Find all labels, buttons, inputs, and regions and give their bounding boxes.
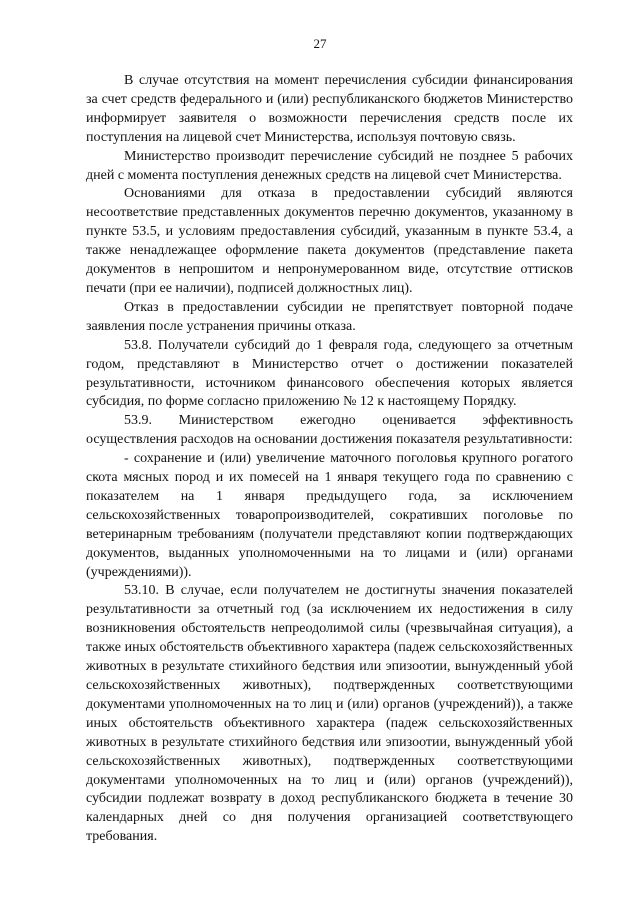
paragraph-53-9-efficiency: 53.9. Министерством ежегодно оценивается эффективность осуществления расходов на основании достижения показателя результативности: <box>86 413 573 448</box>
page-number: 27 <box>313 36 327 51</box>
paragraph-reapplication: Отказ в предоставлении субсидии не препятствует повторной подаче заявления после устранения причины отказа. <box>86 299 573 334</box>
paragraph-53-10-refund: 53.10. В случае, если получателем не достигнуты значения показателей результативности за отчетный год (за исключением их недостижения в силу возникновения обстоятельств непреодолимой силы (чрезвычайная ситуация), а также иных обстоятельств объективного характера (падеж сельскохозяйственных животных в результате стихийного бедствия или эпизоотии, вынужденный убой сельскохозяйственных животных), подтвержденных соответствующими документами уполномоченных на то лиц и (или) органов (учреждений)), а также иных обстоятельств объективного характера (падеж сельскохозяйственных животных в результате стихийного бедствия или эпизоотии, вынужденный убой сельскохозяйственных животных), подтвержденных соответствующими документами уполномоченных на то лиц и (или) органов (учреждений)), субсидии подлежат возврату в доход республиканского бюджета в течение 30 календарных дней со дня получения организацией соответствующего требования. <box>86 583 573 845</box>
paragraph-financing-absence: В случае отсутствия на момент перечисления субсидии финансирования за счет средств федерального и (или) республиканского бюджетов Министерство информирует заявителя о возможности перечисления средств после их поступления на лицевой счет Министерства, используя почтовую связь. <box>86 73 573 145</box>
paragraph-53-8-report: 53.8. Получатели субсидий до 1 февраля года, следующего за отчетным годом, представляют в Министерство отчет о достижении показателей результативности, источником финансового обеспечения которых является субсидия, по форме согласно приложению № 12 к настоящему Порядку. <box>86 337 573 410</box>
paragraph-transfer-deadline: Министерство производит перечисление субсидий не позднее 5 рабочих дней с момента поступления денежных средств на лицевой счет Министерства. <box>86 148 573 183</box>
paragraph-refusal-grounds: Основаниями для отказа в предоставлении субсидий являются несоответствие представленных документов перечню документов, указанному в пункте 53.5, и условиям предоставления субсидий, указанным в пункте 53.4, а также ненадлежащее оформление пакета документов (представление пакета документов в непрошитом и непронумерованном виде, отсутствие оттисков печати (при ее наличии), подписей должностных лиц). <box>86 186 573 296</box>
document-body <box>86 72 573 847</box>
paragraph-livestock-indicator: - сохранение и (или) увеличение маточного поголовья крупного рогатого скота мясных пород и их помесей на 1 января текущего года по сравнению с показателем на 1 января предыдущего года, за исключением сельскохозяйственных товаропроизводителей, сокративших поголовье по ветеринарным требованиям (получатели представляют копии подтверждающих документов, выданных уполномоченными на то лицами и (или) органами (учреждениями)). <box>86 451 573 580</box>
